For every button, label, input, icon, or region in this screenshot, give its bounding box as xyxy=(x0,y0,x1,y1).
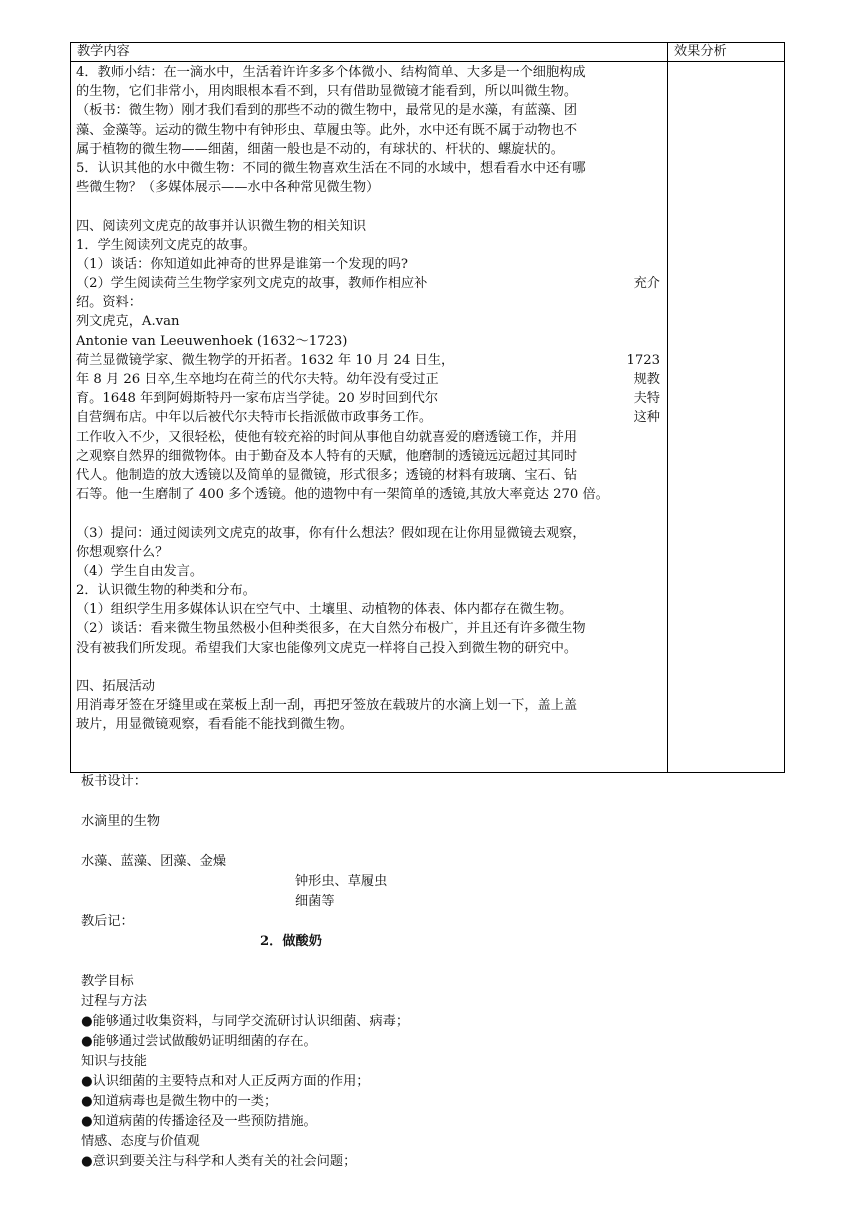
content-line: 1．学生阅读列文虎克的故事。 xyxy=(76,237,256,253)
board-line-bacteria: 细菌等 xyxy=(295,894,335,909)
process-item: ●能够通过收集资料，与同学交流研讨认识细菌、病毒； xyxy=(81,1014,410,1029)
content-line: 列文虎克，A.van xyxy=(76,314,180,330)
content-line: 玻片，用显微镜观察，看看能不能找到微生物。 xyxy=(76,717,353,733)
content-line-right: 规教 xyxy=(633,372,660,387)
board-title: 水滴里的生物 xyxy=(81,814,161,829)
below-table-section xyxy=(81,772,781,1172)
content-line: 属于植物的微生物——细菌，细菌一般也是不动的，有球状的、杆状的、螺旋状的。 xyxy=(76,141,564,157)
content-line xyxy=(76,408,662,427)
content-line: 四、拓展活动 xyxy=(76,679,156,694)
content-line: 石等。他一生磨制了 400 多个透镜。他的遗物中有一架简单的透镜,其放大率竟达 270 倍。 xyxy=(76,487,609,503)
lesson2-title: 2．做酸奶 xyxy=(260,934,322,949)
teaching-content-text xyxy=(71,62,667,772)
emotion-label: 情感、态度与价值观 xyxy=(81,1134,200,1149)
knowledge-item: ●知道病毒也是微生物中的一类； xyxy=(81,1094,278,1109)
content-line-right: 这种 xyxy=(633,410,660,426)
content-line-right: 充介 xyxy=(633,276,660,292)
content-line: （1）谈话：你知道如此神奇的世界是谁第一个发现的吗? xyxy=(76,256,408,272)
board-design-label: 板书设计： xyxy=(81,774,147,789)
spacer xyxy=(81,952,781,972)
content-line-right: 夫特 xyxy=(633,391,660,407)
knowledge-item: ●知道病菌的传播途径及一些预防措施。 xyxy=(81,1114,317,1129)
content-line xyxy=(76,351,662,370)
content-line: 没有被我们所发现。希望我们大家也能像列文虎克一样将自己投入到微生物的研究中。 xyxy=(76,640,578,656)
knowledge-item: ●认识细菌的主要特点和对人正反两方面的作用； xyxy=(81,1074,370,1089)
content-line-left: 育。1648 年到阿姆斯特丹一家布店当学徒。20 岁时回到代尔 xyxy=(76,391,439,407)
content-line: 之观察自然界的细微物体。由于勤奋及本人特有的天赋，他磨制的透镜远远超过其同时 xyxy=(76,448,578,464)
content-line: 工作收入不少，又很轻松，使他有较充裕的时间从事他自幼就喜爱的磨透镜工作，并用 xyxy=(76,429,578,445)
table-body-row xyxy=(71,62,785,773)
content-line: （1）组织学生用多媒体认识在空气中、土壤里、动植物的体表、体内都存在微生物。 xyxy=(76,602,573,618)
objectives-label: 教学目标 xyxy=(81,974,134,989)
emotion-item: ●意识到要关注与科学和人类有关的社会问题； xyxy=(81,1154,357,1169)
blank-line xyxy=(76,197,662,216)
content-line: 四、阅读列文虎克的故事并认识微生物的相关知识 xyxy=(76,218,367,234)
process-item: ●能够通过尝试做酸奶证明细菌的存在。 xyxy=(81,1034,317,1049)
board-line-protozoa: 钟形虫、草履虫 xyxy=(295,874,388,889)
afterword-label: 教后记： xyxy=(81,914,134,929)
content-line: （2）谈话：看来微生物虽然极小但种类很多，在大自然分布极广，并且还有许多微生物 xyxy=(76,621,586,637)
content-line: 4．教师小结：在一滴水中，生活着许许多多个体微小、结构简单、大多是一个细胞构成 xyxy=(76,65,586,80)
spacer xyxy=(81,792,781,812)
blank-line xyxy=(76,504,662,523)
header-teaching-content: 教学内容 xyxy=(71,43,668,62)
content-line xyxy=(76,370,662,389)
content-line: 代人。他制造的放大透镜以及简单的显微镜，形式很多；透镜的材料有玻璃、宝石、钻 xyxy=(76,467,578,483)
process-label: 过程与方法 xyxy=(81,994,147,1009)
board-line-algae: 水藻、蓝藻、团藻、金燥 xyxy=(81,854,227,869)
knowledge-label: 知识与技能 xyxy=(81,1054,147,1069)
content-line: Antonie van Leeuwenhoek (1632～1723) xyxy=(76,333,348,349)
content-line: （板书：微生物）刚才我们看到的那些不动的微生物中，最常见的是水藻，有蓝藻、团 xyxy=(76,103,578,119)
content-line: 5．认识其他的水中微生物：不同的微生物喜欢生活在不同的水域中，想看看水中还有哪 xyxy=(76,160,586,176)
effect-analysis-cell xyxy=(668,62,785,773)
content-line-left: 年 8 月 26 日卒,生卒地均在荷兰的代尔夫特。幼年没有受过正 xyxy=(76,372,439,387)
content-line: 用消毒牙签在牙缝里或在菜板上刮一刮，再把牙签放在载玻片的水滴上划一下，盖上盖 xyxy=(76,698,578,714)
content-line: 你想观察什么？ xyxy=(76,544,169,560)
content-line: 2．认识微生物的种类和分布。 xyxy=(76,583,256,599)
content-line: （3）提问：通过阅读列文虎克的故事，你有什么想法？假如现在让你用显微镜去观察， xyxy=(76,525,586,541)
lesson-table xyxy=(70,42,785,773)
teaching-content-cell xyxy=(71,62,668,773)
content-line-right: 1723 xyxy=(626,352,660,368)
content-line-left: 荷兰显微镜学家、微生物学的开拓者。1632 年 10 月 24 日生， xyxy=(76,352,455,368)
header-effect-analysis: 效果分析 xyxy=(668,43,785,62)
content-line: （4）学生自由发言。 xyxy=(76,563,204,579)
table-header-row xyxy=(71,43,785,62)
content-line xyxy=(76,389,662,408)
content-line-left: 自营绸布店。中年以后被代尔夫特市长指派做市政事务工作。 xyxy=(76,410,433,426)
content-line-left: （2）学生阅读荷兰生物学家列文虎克的故事，教师作相应补 xyxy=(76,276,428,292)
blank-line xyxy=(76,658,662,677)
content-line: 的生物，它们非常小，用肉眼根本看不到，只有借助显微镜才能看到，所以叫微生物。 xyxy=(76,84,578,100)
spacer xyxy=(81,832,781,852)
content-line: 藻、金藻等。运动的微生物中有钟形虫、草履虫等。此外，水中还有既不属于动物也不 xyxy=(76,122,578,138)
content-line: 些微生物？（多媒体展示——水中各种常见微生物） xyxy=(76,180,380,196)
content-line: 绍。资料： xyxy=(76,295,142,311)
content-line xyxy=(76,274,662,293)
